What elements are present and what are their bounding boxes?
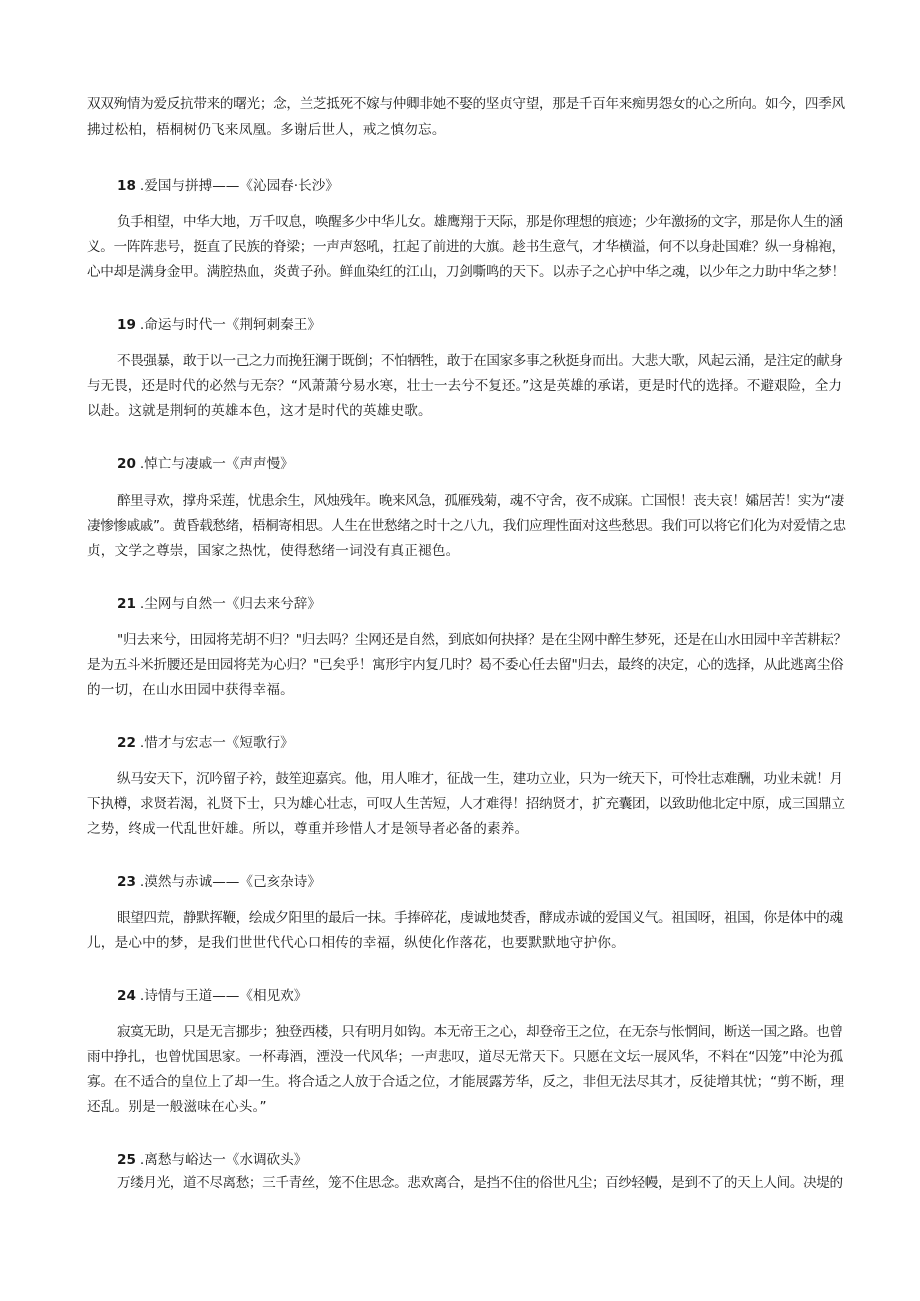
paragraph-line: 纵马安天下，沉吟留子衿，鼓笙迎嘉宾。他，用人唯才，征战一生，建功立业，只为一统天下，可怜壮志难酬，功业未就！月 <box>117 771 843 787</box>
section-title: .尘网与自然一《归去来兮辞》 <box>139 596 321 612</box>
paragraph-line: 之势，终成一代乱世奸雄。所以，尊重并珍惜人才是领导者必备的素养。 <box>87 821 529 837</box>
paragraph-line: 凄惨惨戚戚”。黄昏载愁绪，梧桐寄相思。人生在世愁绪之时十之八九，我们应理性面对这些愁思。我们可以将它们化为对爱情之忠 <box>87 518 846 534</box>
section-number: 22 <box>117 735 136 751</box>
paragraph-line: 醉里寻欢，撑舟采莲，忧患余生，风烛残年。晚来风急，孤雁残菊，魂不守舍，夜不成寐。亡国恨！丧夫哀！孀居苦！实为“凄 <box>117 493 844 509</box>
section-heading <box>117 455 294 474</box>
paragraph-line: 与无畏，还是时代的必然与无奈？“风萧萧兮易水寒，壮士一去兮不复还。”这是英雄的承诺，更是时代的选择。不避艰险，全力 <box>87 378 842 394</box>
paragraph-line: 以赴。这就是荆轲的英雄本色，这才是时代的英雄史歌。 <box>87 403 432 419</box>
section-title: .离愁与峪达一《水调砍头》 <box>139 1152 308 1168</box>
paragraph-line: 寂寞无助，只是无言挪步；独登西楼，只有明月如钩。本无帝王之心，却登帝王之位，在无奈与怅惘间，断送一国之路。也曾 <box>117 1024 843 1040</box>
section-number: 23 <box>117 874 136 890</box>
paragraph-line: 负手相望，中华大地，万千叹息，唤醒多少中华儿女。雄鹰翔于天际，那是你理想的痕迹；少年激扬的文字，那是你人生的涵 <box>117 214 843 230</box>
paragraph-line: 下执樽，求贤若渴，礼贤下士，只为雄心壮志，可叹人生苦短，人才难得！招纳贤才，扩充囊团，以致助他北定中原，成三国鼎立 <box>87 796 845 812</box>
paragraph-line: 贞，文学之尊崇，国家之热忱，使得愁绪一词没有真正褪色。 <box>87 543 460 559</box>
section-number: 18 <box>117 178 136 194</box>
section-title: .诗情与王道——《相见欢》 <box>139 988 308 1004</box>
section-number: 21 <box>117 596 136 612</box>
section-title: .惜才与宏志一《短歌行》 <box>139 735 294 751</box>
section-number: 24 <box>117 988 136 1004</box>
section-number: 25 <box>117 1152 136 1168</box>
paragraph-line: 是为五斗米折腰还是田园将芜为心归？"已矣乎！寓形宇内复几时？曷不委心任去留"归去，最终的决定，心的选择，从此逃离尘俗 <box>87 657 844 673</box>
section-heading <box>117 177 339 196</box>
section-title: .漠然与赤诚——《己亥杂诗》 <box>139 874 321 890</box>
paragraph-line: 万缕月光，道不尽离愁；三千青丝，笼不住思念。悲欢离合，是挡不住的俗世凡尘；百纱轻幔，是到不了的天上人间。决堤的 <box>117 1175 843 1191</box>
section-heading <box>117 734 294 753</box>
paragraph-line: 不畏强暴，敢于以一己之力而挽狂澜于既倒；不怕牺牲，敢于在国家多事之秋挺身而出。大悲大歌，风起云涌，是注定的献身 <box>117 353 843 369</box>
paragraph-line: 儿，是心中的梦，是我们世世代代心口相传的幸福，纵使化作落花，也要默默地守护你。 <box>87 935 625 951</box>
intro-line: 拂过松柏，梧桐树仍飞来凤凰。多谢后世人，戒之慎勿忘。 <box>87 122 446 138</box>
section-title: .命运与时代一《荆轲刺秦王》 <box>139 317 321 333</box>
paragraph-line: "归去来兮，田园将芜胡不归？"归去吗？尘网还是自然，到底如何抉择？是在尘网中醉生梦死，还是在山水田园中辛苦耕耘？ <box>117 632 847 648</box>
paragraph-line: 义。一阵阵悲号，挺直了民族的脊梁；一声声怒吼，扛起了前进的大旗。趁书生意气，才华横溢，何不以身赴国难？纵一身棉袍， <box>87 239 845 255</box>
paragraph-line: 寡。在不适合的皇位上了却一生。将合适之人放于合适之位，才能展露芳华，反之，非但无法尽其才，反徒增其忧；“剪不断，理 <box>87 1074 844 1090</box>
section-heading <box>117 595 321 614</box>
section-heading <box>117 1151 307 1170</box>
section-heading <box>117 316 321 335</box>
section-number: 19 <box>117 317 136 333</box>
intro-line: 双双殉情为爱反抗带来的曙光；念，兰芝抵死不嫁与仲卿非她不娶的坚贞守望，那是千百年来痴男怨女的心之所向。如今，四季风 <box>87 96 845 112</box>
section-title: .悼亡与凄戚一《声声慢》 <box>139 456 294 472</box>
section-title: .爱国与拼搏——《沁园春·长沙》 <box>139 178 339 194</box>
paragraph-line: 雨中挣扎，也曾忧国思家。一杯毒酒，湮没一代风华；一声悲叹，道尽无常天下。只愿在文坛一展风华，不料在“囚笼”中沦为孤 <box>87 1049 844 1065</box>
section-heading <box>117 873 321 892</box>
paragraph-line: 眼望四荒，静默挥鞭，绘成夕阳里的最后一抹。手捧碎花，虔诚地焚香，酵成赤诚的爱国义气。祖国呀，祖国，你是体中的魂 <box>117 910 843 926</box>
paragraph-line: 的一切，在山水田园中获得幸福。 <box>87 682 294 698</box>
section-heading <box>117 987 307 1006</box>
section-number: 20 <box>117 456 136 472</box>
paragraph-line: 还乱。别是一般滋味在心头。” <box>87 1099 267 1115</box>
paragraph-line: 心中却是满身金甲。满腔热血，炎黄子孙。鲜血染红的江山，刀剑嘶鸣的天下。以赤子之心护中华之魂，以少年之力助中华之梦！ <box>87 264 845 280</box>
